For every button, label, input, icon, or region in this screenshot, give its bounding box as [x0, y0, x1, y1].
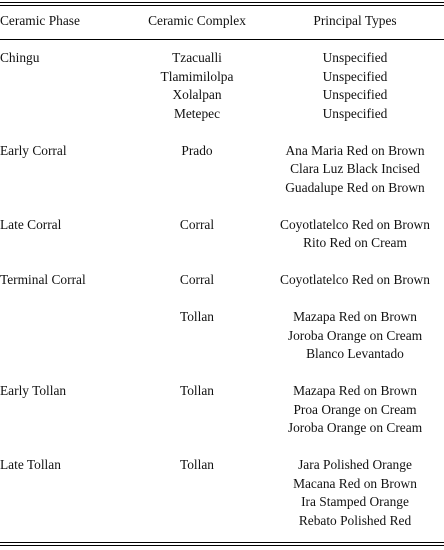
- type-entry: Unspecified: [322, 105, 388, 121]
- type-entry: Unspecified: [322, 50, 388, 65]
- type-entry: Unspecified: [322, 68, 388, 84]
- type-entry: Ira Stamped Orange: [301, 494, 409, 509]
- complex-entry: Tlamimilolpa: [160, 68, 234, 84]
- header-ceramic-complex: Ceramic Complex: [148, 13, 246, 28]
- cell-ceramic-phase: Chingu: [0, 50, 40, 65]
- cell-principal-types: [266, 216, 444, 253]
- cell-ceramic-phase: Terminal Corral: [0, 272, 86, 287]
- type-entry: Joroba Orange on Cream: [287, 327, 423, 343]
- type-entry: Blanco Levantado: [306, 346, 404, 361]
- cell-ceramic-complex: [133, 382, 261, 401]
- cell-ceramic-complex: [133, 49, 261, 123]
- complex-entry: Tollan: [179, 457, 215, 472]
- type-entry: Coyotlatelco Red on Brown: [280, 272, 430, 287]
- cell-ceramic-complex: [133, 216, 261, 235]
- type-entry: Joroba Orange on Cream: [287, 420, 423, 435]
- cell-principal-types: [266, 382, 444, 438]
- type-entry: Rebato Polished Red: [298, 512, 412, 528]
- cell-ceramic-complex: [133, 308, 261, 327]
- type-entry: Ana Maria Red on Brown: [285, 142, 425, 158]
- top-rule-inner: [0, 5, 444, 6]
- cell-principal-types: [266, 308, 444, 364]
- type-entry: Mazapa Red on Brown: [293, 309, 417, 324]
- complex-entry: Tollan: [179, 383, 215, 398]
- cell-ceramic-phase: Early Corral: [0, 142, 67, 158]
- top-rule-outer: [0, 2, 444, 3]
- header-principal-types: Principal Types: [313, 13, 397, 28]
- type-entry: Rito Red on Cream: [303, 235, 407, 250]
- table-row: [0, 216, 444, 253]
- table-body: [0, 49, 444, 530]
- type-entry: Clara Luz Black Incised: [290, 161, 420, 176]
- type-entry: Mazapa Red on Brown: [293, 383, 417, 398]
- cell-principal-types: [266, 456, 444, 530]
- table-row: [0, 49, 444, 123]
- cell-ceramic-complex: [133, 456, 261, 475]
- cell-ceramic-phase: Late Tollan: [0, 457, 61, 472]
- type-entry: Macana Red on Brown: [293, 475, 417, 491]
- cell-ceramic-complex: [133, 271, 261, 290]
- cell-principal-types: [266, 49, 444, 123]
- table-row: [0, 142, 444, 198]
- cell-ceramic-phase: Late Corral: [0, 216, 62, 232]
- type-entry: Proa Orange on Cream: [293, 401, 417, 417]
- header-ceramic-phase: Ceramic Phase: [0, 13, 80, 28]
- bottom-rule-inner: [0, 542, 444, 543]
- type-entry: Jara Polished Orange: [298, 457, 412, 472]
- complex-entry: Corral: [179, 272, 215, 287]
- cell-principal-types: [266, 271, 444, 290]
- complex-entry: Tollan: [179, 309, 215, 324]
- cell-principal-types: [266, 142, 444, 198]
- complex-entry: Metepec: [173, 105, 221, 121]
- cell-ceramic-complex: [133, 142, 261, 161]
- complex-entry: Prado: [181, 142, 213, 158]
- table-row: [0, 271, 444, 290]
- table-row: [0, 382, 444, 438]
- type-entry: Guadalupe Red on Brown: [285, 179, 425, 195]
- table-row: [0, 456, 444, 530]
- type-entry: Unspecified: [322, 87, 388, 102]
- header-rule: [0, 39, 444, 40]
- cell-ceramic-phase: Early Tollan: [0, 383, 67, 398]
- complex-entry: Tzacualli: [172, 50, 222, 65]
- table-row: [0, 308, 444, 364]
- complex-entry: Xolalpan: [172, 87, 222, 102]
- bottom-rule-outer: [0, 545, 444, 546]
- type-entry: Coyotlatelco Red on Brown: [280, 216, 430, 232]
- complex-entry: Corral: [179, 216, 215, 232]
